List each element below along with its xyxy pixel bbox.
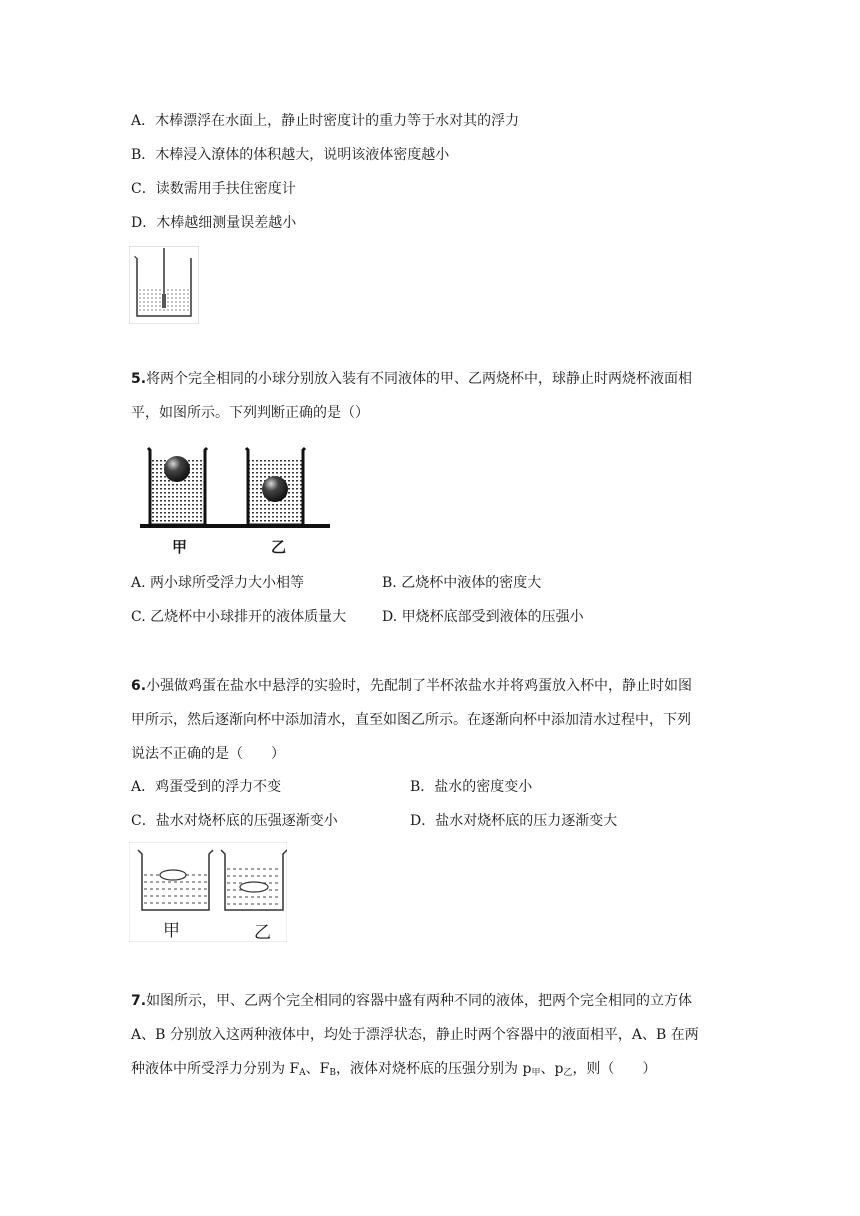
q7-stem-line1: [131, 991, 692, 1011]
q5-two-beakers-figure: [140, 440, 330, 560]
q7-sub-b: B: [329, 1068, 337, 1078]
q6-stem-line3: 说法不正确的是（ ）: [131, 746, 285, 762]
q6-number: 6.: [131, 678, 147, 694]
q7-stem-line3: [131, 1059, 656, 1083]
q5-label-yi: 乙: [271, 538, 287, 556]
q5-option-b: B. 乙烧杯中液体的密度大: [382, 575, 542, 591]
q6-stem-line1: [131, 676, 692, 696]
q5-label-jia: 甲: [172, 538, 188, 556]
q7-stem-text3c: ，液体对烧杯底的压强分别为 p: [336, 1061, 532, 1077]
q7-stem-text3d: 、p: [540, 1061, 564, 1077]
q5-stem-text1: 将两个完全相同的小球分别放入装有不同液体的甲、乙两烧杯中，球静止时两烧杯液面相: [146, 371, 693, 387]
q6-option-d: D．盐水对烧杯底的压力逐渐变大: [410, 813, 618, 829]
q7-sub-yi: 乙: [563, 1068, 573, 1078]
q5-option-c: C. 乙烧杯中小球排开的液体质量大: [131, 609, 347, 625]
q7-stem-text1: 如图所示，甲、乙两个完全相同的容器中盛有两种不同的液体，把两个完全相同的立方体: [146, 993, 693, 1009]
q4-option-a: A．木棒漂浮在水面上，静止时密度计的重力等于水对其的浮力: [131, 113, 520, 129]
q5-option-d: D. 甲烧杯底部受到液体的压强小: [382, 609, 584, 625]
q6-label-jia: 甲: [163, 921, 180, 941]
q7-stem-text3b: 、F: [305, 1061, 330, 1077]
q5-stem-line1: [131, 369, 692, 389]
q7-sub-jia: 甲: [531, 1068, 541, 1078]
q5-number: 5.: [131, 371, 147, 387]
q6-stem-line2: 甲所示，然后逐渐向杯中添加清水，直至如图乙所示。在逐渐向杯中添加清水过程中，下列: [131, 712, 691, 728]
q4-option-b: B．木棒浸入潦体的体积越大，说明该液体密度越小: [131, 147, 450, 163]
q6-option-c: C．盐水对烧杯底的压强逐渐变小: [131, 813, 338, 829]
q6-option-a: A．鸡蛋受到的浮力不变: [131, 779, 282, 795]
q4-option-c: C．读数需用手扶住密度计: [131, 181, 296, 197]
q6-option-b: B．盐水的密度变小: [410, 779, 533, 795]
q7-stem-line2: A、B 分别放入这两种液体中，均处于漂浮状态，静止时两个容器中的液面相平，A、B 在两: [131, 1027, 699, 1043]
q6-stem-text1: 小强做鸡蛋在盐水中悬浮的实验时，先配制了半杯浓盐水并将鸡蛋放入杯中，静止时如图: [146, 678, 693, 694]
q7-number: 7.: [131, 993, 147, 1009]
q7-sub-a: A: [299, 1068, 306, 1078]
q5-option-a: A. 两小球所受浮力大小相等: [131, 575, 305, 591]
q5-stem-line2: 平，如图所示。下列判断正确的是（）: [131, 405, 369, 421]
q7-stem-text3e: ，则（ ）: [572, 1061, 657, 1077]
q7-stem-text3a: 种液体中所受浮力分别为 F: [131, 1061, 300, 1077]
q4-densimeter-beaker-figure: [129, 246, 199, 324]
q6-label-yi: 乙: [254, 923, 271, 943]
q4-option-d: D．木棒越细测量误差越小: [131, 215, 297, 231]
